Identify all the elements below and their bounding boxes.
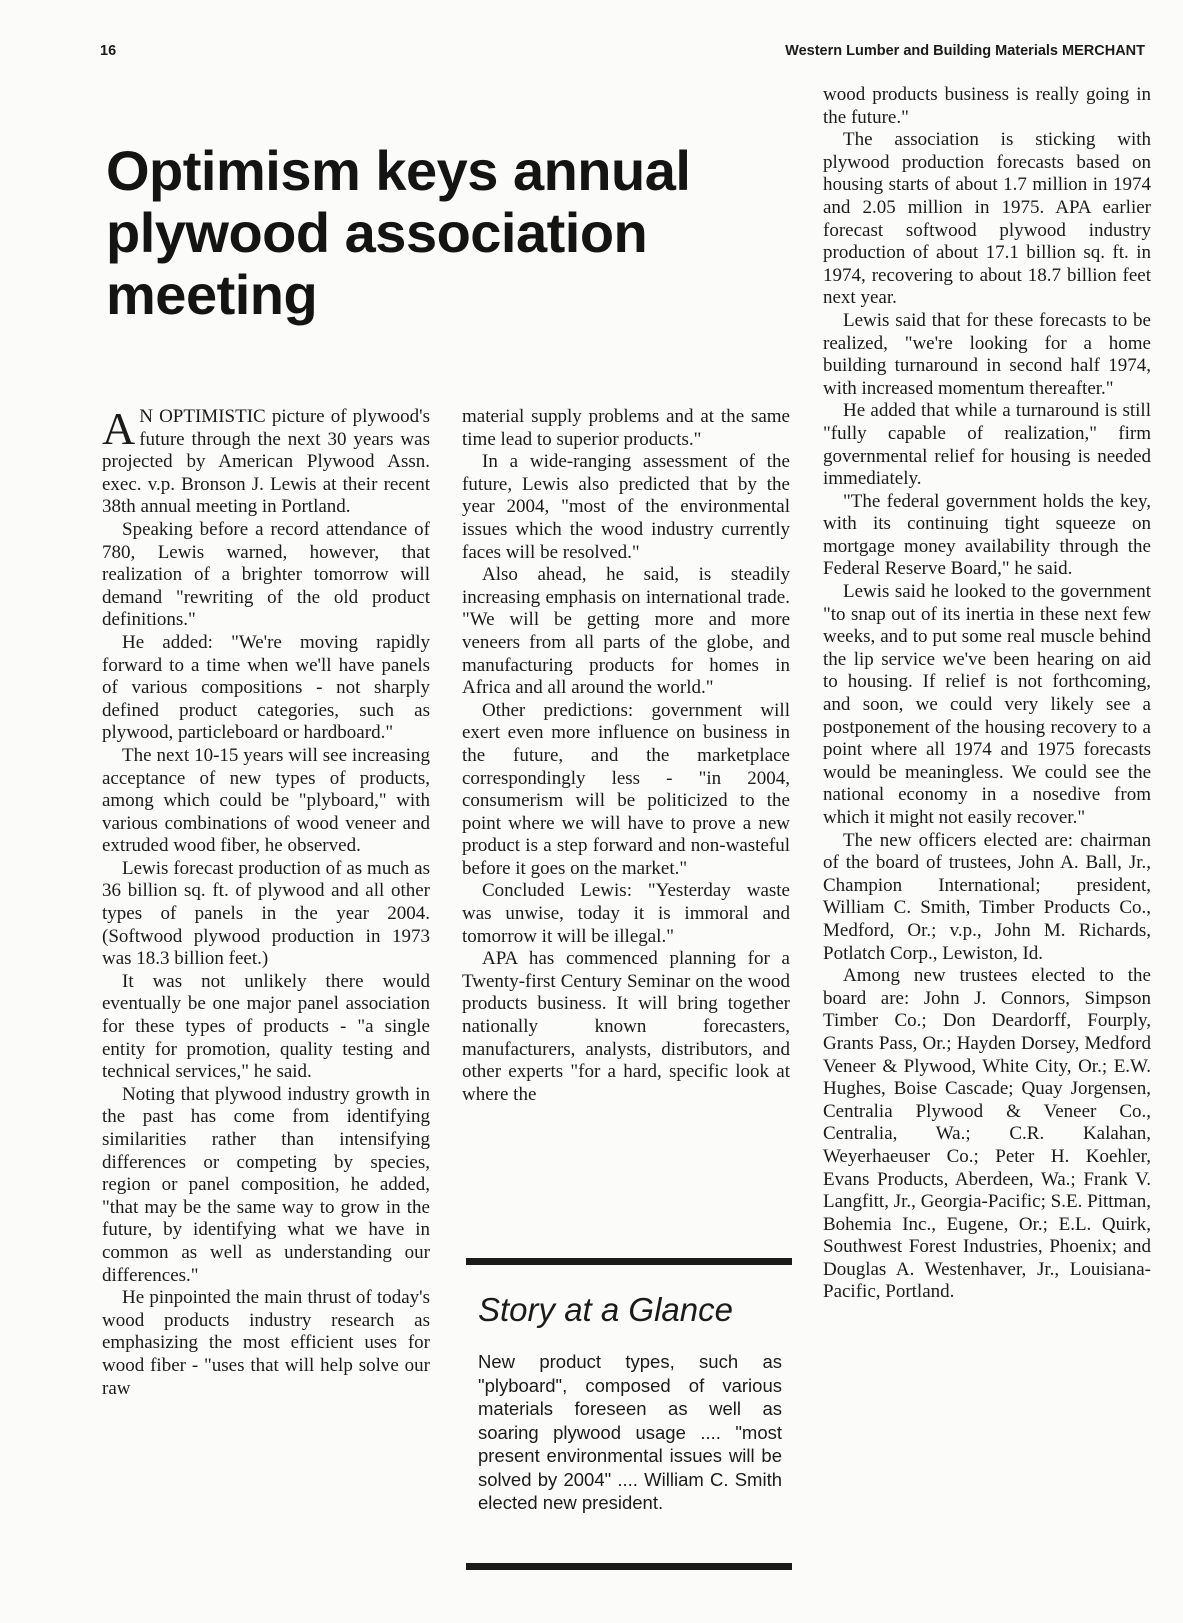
article-headline: Optimism keys annual plywood association meeting — [106, 139, 691, 326]
paragraph: The next 10-15 years will see increasing acceptance of new types of products, among which could be "plyboard," with various combinations of wood veneer and extruded wood fiber, he observed. — [102, 744, 430, 857]
paragraph: Concluded Lewis: "Yesterday waste was unwise, today it is immoral and tomorrow it will be illegal." — [462, 880, 790, 947]
paragraph: material supply problems and at the same time lead to superior products." — [462, 406, 790, 450]
paragraph: Noting that plywood industry growth in the past has come from identifying similarities rather than intensifying differences or competing by species, region or panel composition, he added, "that may be the same way to grow in the future, by identifying what we have in common as well as understanding our differences." — [102, 1083, 430, 1286]
paragraph: Lewis said that for these forecasts to be realized, "we're looking for a home building turnaround in second half 1974, with increased momentum thereafter." — [823, 309, 1151, 399]
article-column-2 — [462, 406, 790, 1106]
paragraph-text: N OPTIMISTIC picture of plywood's future through the next 30 years was projected by American Plywood Assn. exec. v.p. Bronson J. Lewis at their recent 38th annual meeting in Portland. — [102, 406, 430, 518]
paragraph: It was not unlikely there would eventually be one major panel association for these types of products - "a single entity for promotion, quality testing and technical services," he said. — [102, 970, 430, 1083]
sidebar-top-rule — [466, 1258, 792, 1265]
article-column-1 — [102, 403, 430, 1400]
paragraph: wood products business is really going in the future." — [823, 84, 1151, 128]
paragraph: He pinpointed the main thrust of today's wood products industry research as emphasizing the most efficient uses for wood fiber - "uses that will help solve our raw — [102, 1287, 430, 1399]
paragraph: The new officers elected are: chairman of the board of trustees, John A. Ball, Jr., Champion International; president, William C. Smith, Timber Products Co., Medford, Or.; v.p., John M. Richards, Potlatch Corp., Lewiston, Id. — [823, 829, 1151, 964]
publication-title: Western Lumber and Building Materials MERCHANT — [785, 43, 1145, 59]
paragraph: The association is sticking with plywood production forecasts based on housing starts of about 1.7 million in 1974 and 2.05 million in 1975. APA earlier forecast softwood plywood industry production of about 17.1 billion sq. ft. in 1974, recovering to about 18.7 billion feet next year. — [823, 129, 1151, 309]
sidebar-summary: New product types, such as "plyboard", composed of various materials foreseen as well as soaring plywood usage .... "most present environmental issues will be solved by 2004" .... William C. Smith elected new president. — [478, 1351, 782, 1513]
paragraph: Also ahead, he said, is steadily increasing emphasis on international trade. "We will be getting more and more veneers from all parts of the globe, and manufacturing products for homes in Africa and all around the world." — [462, 564, 790, 699]
paragraph: Lewis said he looked to the government "to snap out of its inertia in these next few weeks, and to put some real muscle behind the lip service we've been hearing on aid to housing. If relief is not forthcoming, and soon, we could very likely see a postponement of the housing recovery to a point where all 1974 and 1975 forecasts would be meaningless. We could see the national economy in a nosedive from which it might not easily recover." — [823, 581, 1151, 828]
paragraph: Among new trustees elected to the board are: John J. Connors, Simpson Timber Co.; Don Deardorff, Fourply, Grants Pass, Or.; Hayden Dorsey, Medford Veneer & Plywood, White City, Or.; E.W. Hughes, Boise Cascade; Quay Jorgensen, Centralia Plywood & Veneer Co., Centralia, Wa.; C.R. Kalahan, Weyerhaeuser Co.; Peter H. Koehler, Evans Products, Aberdeen, Wa.; Frank V. Langfitt, Jr., Georgia-Pacific; S.E. Pittman, Bohemia Inc., Eugene, Or.; E.L. Quirk, Southwest Forest Industries, Phoenix; and Douglas A. Westenhaver, Jr., Louisiana-Pacific, Portland. — [823, 965, 1151, 1303]
paragraph: Other predictions: government will exert even more influence on business in the future, and the marketplace correspondingly less - "in 2004, consumerism will be politicized to the point where we will have to prove a new product is a step forward and non-wasteful before it goes on the market." — [462, 699, 790, 879]
article-column-3 — [823, 84, 1151, 1304]
paragraph: "The federal government holds the key, with its continuing tight squeeze on mortgage money availability through the Federal Reserve Board," he said. — [823, 490, 1151, 580]
sidebar-title: Story at a Glance — [478, 1291, 733, 1328]
paragraph: He added that while a turnaround is still "fully capable of realization," firm governmental relief for housing is needed immediately. — [823, 400, 1151, 490]
paragraph: APA has commenced planning for a Twenty-first Century Seminar on the wood products business. It will bring together nationally known forecasters, manufacturers, analysts, distributors, and other experts "for a hard, specific look at where the — [462, 948, 790, 1105]
drop-cap: A — [102, 403, 136, 454]
paragraph: He added: "We're moving rapidly forward to a time when we'll have panels of various compositions - not sharply defined product categories, such as plywood, particleboard or hardboard." — [102, 631, 430, 744]
sidebar-bottom-rule — [466, 1563, 792, 1570]
paragraph: In a wide-ranging assessment of the future, Lewis also predicted that by the year 2004, "most of the environmental issues which the wood industry currently faces will be resolved." — [462, 451, 790, 563]
paragraph: Lewis forecast production of as much as 36 billion sq. ft. of plywood and all other types of panels in the year 2004. (Softwood plywood production in 1973 was 18.3 billion feet.) — [102, 857, 430, 970]
paragraph: Speaking before a record attendance of 780, Lewis warned, however, that realization of a brighter tomorrow will demand "rewriting of the old product definitions." — [102, 518, 430, 631]
page-number: 16 — [100, 43, 117, 59]
paragraph — [102, 403, 430, 519]
